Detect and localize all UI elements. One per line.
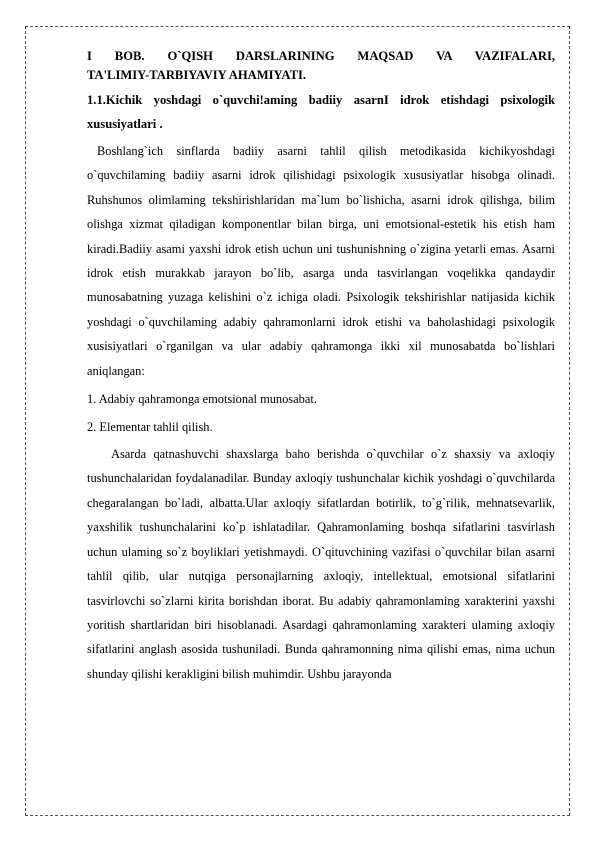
paragraph-2: Asarda qatnashuvchi shaxslarga baho berishda o`quvchilar o`z shaxsiy va axloqiy tushunchalaridan foydalanadilar. Bunday axloqiy tushunchalar kichik yoshdagi o`quvchilarda chegaralangan bo`ladi, albatta.Ular axloqiy sifatlardan botirlik, to`g`rilik, mehnatsevarlik, yaxshilik tushunchalarini ko`p ishlatadilar. Qahramonlaming boshqa sifatlarini tasvirlash uchun ulaming so`z boyliklari yetishmaydi. O`qituvchining vazifasi o`quvchilar bilan asarni tahlil qilib, ular nutqiga personajlarning axloqiy, intellektual, emotsional sifatlarini tasvirlovchi so`zlarni kirita borishdan iborat. Bu adabiy qahramonlaming xarakterini yaxshi yoritish shartlaridan biri hisoblanadi. Asardagi qahramonlaming xarakteri ulaming axloqiy sifatlarini anglash asosida tushuniladi. Bunda qahramonning nima qilishi emas, nima uchun shunday qilishi kerakligini bilish muhimdir. Ushbu jarayonda xyxy=(87,447,555,681)
paragraph-1: Boshlang`ich sinflarda badiiy asarni tahlil qilish metodikasida kichikyoshdagi o`quvchilaming badiiy asarni idrok qilishidagi psixologik xususiyatlar hisobga olinadi. Ruhshunos olimlaming tekshirishlaridan ma`lum bo`lishicha, asarni idrok qilishga, bilim olishga xizmat qiladigan komponentlar bilan birga, uni emotsional-estetik his etish ham kiradi.Badiiy asami yaxshi idrok etish uchun uni tushunishning o`zigina yetarli emas. Asarni idrok etish murakkab jarayon bo`lib, asarga unda tasvirlangan voqelikka qandaydir munosabatning yuzaga kelishini o`z ichiga oladi. Psixologik tekshirishlar natijasida kichik yoshdagi o`quvchilaming adabiy qahramonlarni idrok etishi va baholashidagi psixologik xusisiyatlari o`rganilgan va ular adabiy qahramonga ikki xil munosabatda bo`lishlari aniqlangan: xyxy=(87,144,555,378)
chapter-title-line-2: TA'LIMIY-TARBIYAVIY AHAMIYATI. xyxy=(87,68,307,82)
section-title: 1.1.Kichik yoshdagi o`quvchi!aming badiiy asarnI idrok etishdagi psixologik xususiyatlari . xyxy=(87,93,555,131)
document-body xyxy=(87,47,555,686)
chapter-title-line-1: I BOB. O`QISH DARSLARINING MAQSAD VA VAZIFALARI, xyxy=(87,49,555,63)
list-item-2: 2. Elementar tahlil qilish. xyxy=(87,420,213,435)
list-item-1: 1. Adabiy qahramonga emotsional munosabat. xyxy=(87,392,317,407)
chapter-title xyxy=(87,47,555,85)
